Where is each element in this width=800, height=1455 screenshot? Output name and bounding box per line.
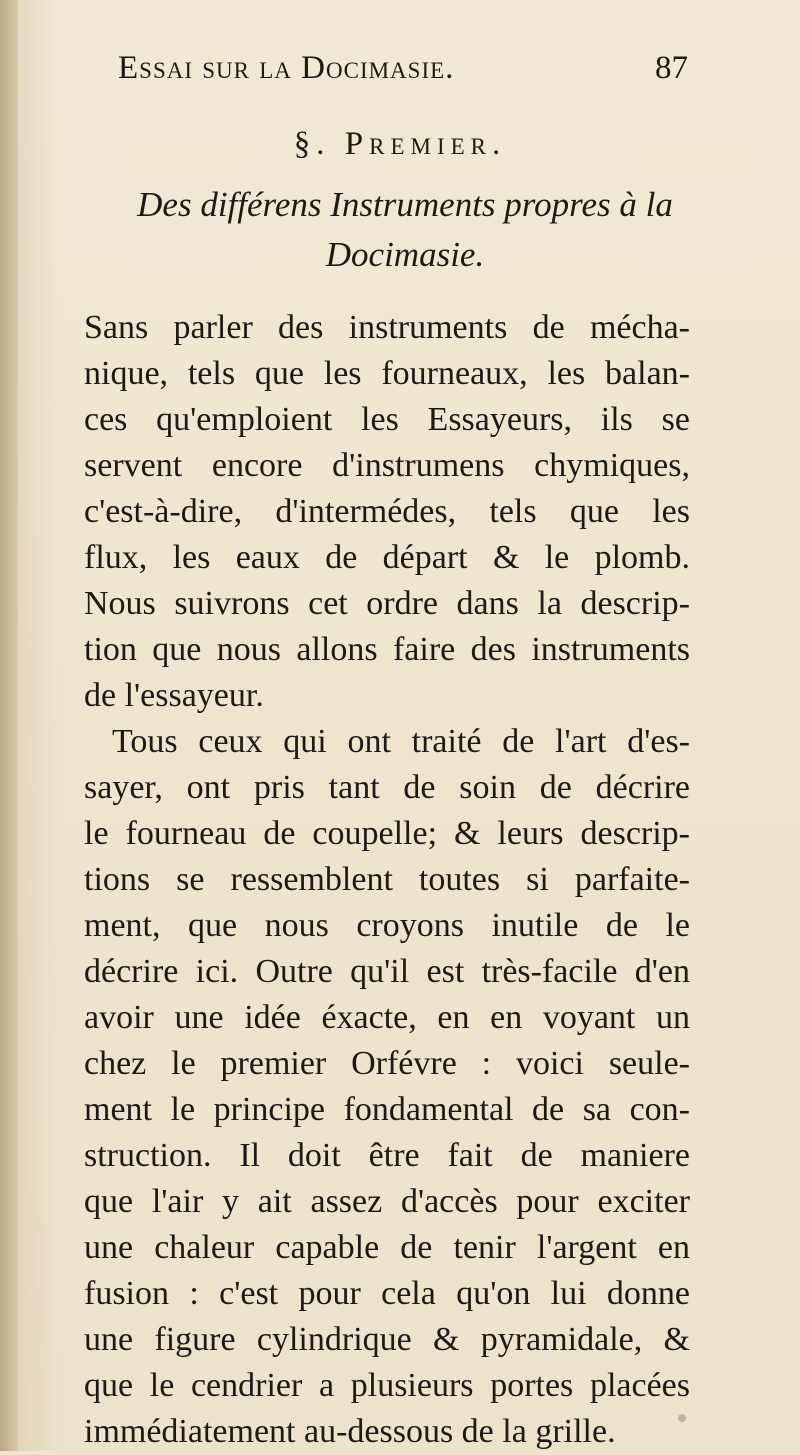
text-line: chez le premier Orfévre : voici seule-	[84, 1045, 690, 1082]
page-gutter	[0, 0, 18, 1451]
running-head	[118, 50, 688, 90]
text-line: nique, tels que les fourneaux, les balan-	[84, 355, 690, 392]
text-line: c'est-à-dire, d'intermédes, tels que les	[84, 493, 690, 530]
body-text	[84, 305, 690, 1455]
text-line: de l'essayeur.	[84, 677, 264, 714]
text-line: avoir une idée éxacte, en en voyant un	[84, 999, 690, 1036]
text-line: sayer, ont pris tant de soin de décrire	[84, 769, 690, 806]
page-number: 87	[655, 50, 688, 86]
text-line: une figure cylindrique & pyramidale, &	[84, 1321, 690, 1358]
text-line: tions se ressemblent toutes si parfaite-	[84, 861, 690, 898]
text-line: immédiatement au-dessous de la grille.	[84, 1413, 616, 1450]
text-line: flux, les eaux de départ & le plomb.	[84, 539, 690, 576]
text-line: le fourneau de coupelle; & leurs descrip-	[84, 815, 690, 852]
text-line: que l'air y ait assez d'accès pour exciter	[84, 1183, 690, 1220]
text-line: struction. Il doit être fait de maniere	[84, 1137, 690, 1174]
section-heading: §. Premier.	[293, 126, 507, 162]
running-title: Essai sur la Docimasie.	[118, 50, 455, 86]
text-line: Nous suivrons cet ordre dans la descrip-	[84, 585, 690, 622]
chapter-title-line-1: Des différens Instruments propres à la	[137, 185, 673, 224]
text-line: ment le principe fondamental de sa con-	[84, 1091, 690, 1128]
text-line: Tous ceux qui ont traité de l'art d'es-	[112, 723, 690, 760]
text-line: décrire ici. Outre qu'il est très-facile d'en	[84, 953, 690, 990]
text-line: Sans parler des instruments de mécha-	[84, 309, 690, 346]
text-line: fusion : c'est pour cela qu'on lui donne	[84, 1275, 690, 1312]
text-line: que le cendrier a plusieurs portes placées	[84, 1367, 690, 1404]
chapter-title-line-2: Docimasie.	[325, 235, 485, 274]
chapter-title	[120, 180, 690, 280]
ink-smudge	[678, 1414, 686, 1422]
text-line: ces qu'emploient les Essayeurs, ils se	[84, 401, 690, 438]
text-line: une chaleur capable de tenir l'argent en	[84, 1229, 690, 1266]
text-line: ment, que nous croyons inutile de le	[84, 907, 690, 944]
text-line: servent encore d'instrumens chymiques,	[84, 447, 690, 484]
text-line: tion que nous allons faire des instruments	[84, 631, 690, 668]
